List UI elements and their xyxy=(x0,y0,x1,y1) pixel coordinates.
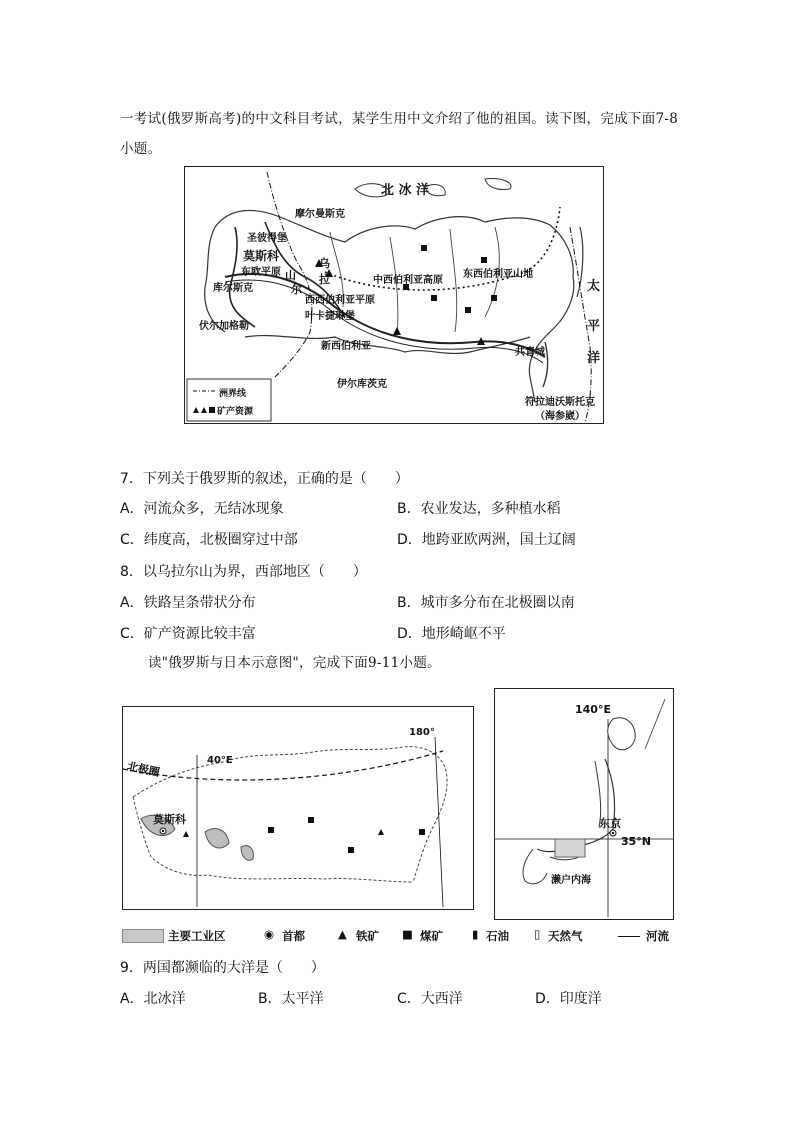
ural-label-2: 拉 xyxy=(319,273,330,286)
q7-option-b[interactable]: B．农业发达，多种植水稻 xyxy=(397,501,561,517)
centralsib-label: 中西伯利亚高原 xyxy=(373,275,443,286)
q8-option-c[interactable]: C．矿产资源比较丰富 xyxy=(120,626,256,642)
iron-icon: ▲ xyxy=(338,927,347,941)
q9-option-a[interactable]: A．北冰洋 xyxy=(120,991,186,1007)
q7-option-a[interactable]: A．河流众多，无结冰现象 xyxy=(120,501,284,517)
legend-coal: 煤矿 xyxy=(420,929,443,943)
novosibirsk-label: 新西伯利亚 xyxy=(321,341,371,352)
russia-arctic-map xyxy=(122,706,474,910)
seto-inland-sea-label: 濑户内海 xyxy=(551,875,591,886)
haishenwai-label: （海参崴） xyxy=(535,411,585,422)
russia-map-drawing xyxy=(185,167,603,423)
legend-industrial: 主要工业区 xyxy=(168,929,226,943)
q7-stem: 7．下列关于俄罗斯的叙述，正确的是（ ） xyxy=(120,471,409,487)
easteuro-label: 东欧平原 xyxy=(241,267,281,278)
q8-stem: 8．以乌拉尔山为界，西部地区（ ） xyxy=(120,564,367,580)
legend-gas: 天然气 xyxy=(548,929,583,943)
gas-icon: ▯ xyxy=(534,927,541,941)
intro2-text: 读"俄罗斯与日本示意图"，完成下面9-11小题。 xyxy=(148,655,441,671)
legend-iron: 铁矿 xyxy=(356,929,379,943)
q7-option-d[interactable]: D．地跨亚欧两洲，国土辽阔 xyxy=(397,532,576,548)
legend-border-label: 洲界线 xyxy=(219,389,247,399)
eastsib-label: 东西伯利亚山地 xyxy=(463,269,533,280)
legend-row xyxy=(122,926,682,946)
yekaterinburg-label: 叶卡捷琳堡 xyxy=(305,311,355,322)
q7-option-c[interactable]: C．纬度高，北极圈穿过中部 xyxy=(120,532,298,548)
ural-label-4: 山 xyxy=(285,269,296,282)
lon-180-label: 180° xyxy=(409,727,435,738)
q9-option-d[interactable]: D．印度洋 xyxy=(535,991,602,1007)
russia-map xyxy=(184,166,604,424)
pacific-label-3: 洋 xyxy=(587,351,601,366)
intro-line-2: 小题。 xyxy=(120,141,162,157)
q8-option-d[interactable]: D．地形崎岖不平 xyxy=(397,626,506,642)
ural-label-1: 乌 xyxy=(319,257,330,270)
irkutsk-label: 伊尔库茨克 xyxy=(337,379,387,390)
murmansk-label: 摩尔曼斯克 xyxy=(295,209,345,220)
lon-140e-label: 140°E xyxy=(575,703,611,716)
coal-icon: ■ xyxy=(402,927,413,941)
lat-35n-label: 35°N xyxy=(621,835,652,848)
moscow-label-2: 莫斯科 xyxy=(153,813,186,826)
pacific-label-2: 平 xyxy=(587,319,601,334)
legend-river: 河流 xyxy=(646,929,669,943)
capital-icon: ◉ xyxy=(264,927,275,941)
ural-label-3: 尔 xyxy=(291,283,302,296)
stpetersburg-label: 圣彼得堡 xyxy=(247,233,287,244)
moscow-label: 莫斯科 xyxy=(243,249,280,263)
pacific-label-1: 太 xyxy=(587,279,601,294)
q9-option-b[interactable]: B．太平洋 xyxy=(258,991,324,1007)
komsomolsk-label: 共青城 xyxy=(515,347,545,358)
q8-option-a[interactable]: A．铁路呈条带状分布 xyxy=(120,595,256,611)
volgograd-label: 伏尔加格勒 xyxy=(199,321,249,332)
legend-oil: 石油 xyxy=(486,929,509,943)
westsib-label: 西西伯利亚平原 xyxy=(305,295,375,306)
oil-icon: ▮ xyxy=(472,927,479,941)
arctic-ocean-label: 北 冰 洋 xyxy=(381,183,430,198)
japan-map xyxy=(494,688,674,920)
q9-option-c[interactable]: C．大西洋 xyxy=(397,991,463,1007)
q9-stem: 9．两国都濒临的大洋是（ ） xyxy=(120,960,325,976)
vladivostok-label: 符拉迪沃斯托克 xyxy=(525,397,595,408)
legend-minerals-label: 矿产资源 xyxy=(217,407,254,417)
kursk-label: 库尔斯克 xyxy=(213,283,253,294)
river-icon xyxy=(618,936,640,937)
arctic-circle-label: 北极圈 xyxy=(125,759,161,780)
lon-40e-label: 40°E xyxy=(207,755,233,766)
industrial-zone-swatch xyxy=(122,929,164,943)
legend-capital: 首都 xyxy=(282,929,305,943)
intro-text xyxy=(120,104,680,164)
q8-option-b[interactable]: B．城市多分布在北极圈以南 xyxy=(397,595,575,611)
intro-line-1: 一考试(俄罗斯高考)的中文科目考试，某学生用中文介绍了他的祖国。读下图，完成下面7-8 xyxy=(120,111,679,127)
tokyo-label: 东京 xyxy=(599,817,621,830)
